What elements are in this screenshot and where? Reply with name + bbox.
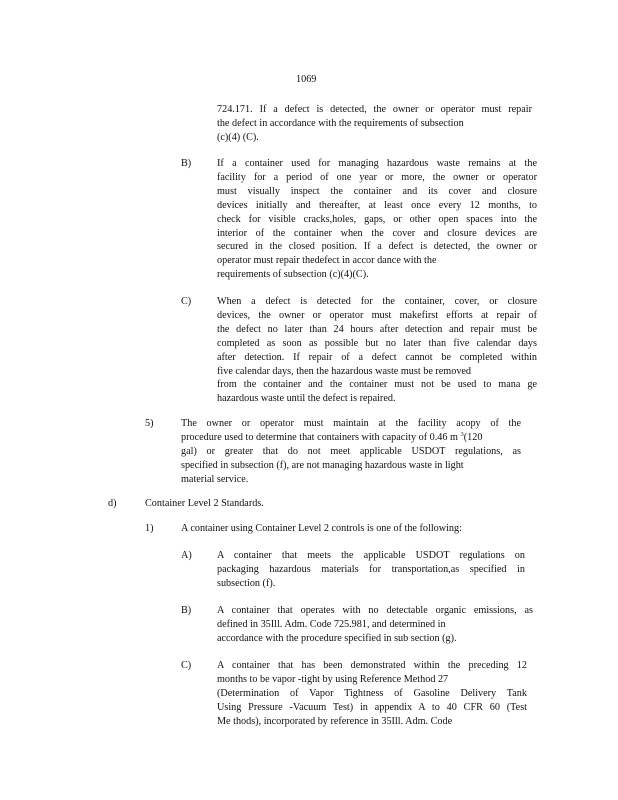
text-line: from the container and the container must not be used to mana ge [217,379,537,391]
text-line: The owner or operator must maintain at the facility acopy of the [181,418,521,429]
text-line: completed as soon as possible but no later than five calendar days [217,337,537,349]
text-line: A container that has been demonstrated within the preceding 12 [217,660,527,671]
text-line: (Determination of Vapor Tightness of Gasoline Delivery Tank [217,687,527,699]
text-line: specified in subsection (f), are not managing hazardous waste in light [181,459,464,471]
section-d-title: Container Level 2 Standards. [145,498,264,509]
text-line: accordance with the procedure specified in sub section (g). [217,632,457,644]
text-line: must visually inspect the container and its cover and closure [217,185,537,197]
text-line: defined in 35Ill. Adm. Code 725.981, and determined in [217,618,446,630]
text-line: devices initially and thereafter, at least once every 12 months, to [217,199,537,211]
item-b-text [217,157,537,282]
text-line: the defect in accordance with the requirements of subsection [217,117,464,129]
text-line: check for visible cracks,holes, gaps, or other open spaces into the [217,213,537,225]
item-b2-text [217,604,533,646]
text-line: hazardous waste until the defect is repaired. [217,393,396,405]
text-line: five calendar days, then the hazardous waste must be removed [217,365,472,377]
item-a2-label: A) [181,550,192,561]
item-5-label: 5) [145,418,154,429]
text-line: after detection. If repair of a defect cannot be completed within [217,351,537,363]
text-line: requirements of subsection (c)(4)(C). [217,269,369,281]
text-line: operator must repair thedefect in accor dance with the [217,255,437,267]
continuation-paragraph [217,103,532,145]
text-line: material service. [181,473,249,485]
text-line: When a defect is detected for the container, cover, or closure [217,296,537,307]
item-1-label: 1) [145,523,154,534]
page-number: 1069 [296,74,317,85]
item-1-text: A container using Container Level 2 controls is one of the following: [181,523,462,534]
section-d-label: d) [108,498,117,509]
text-line: A container that meets the applicable USDOT regulations on [217,550,525,561]
text-line: interior of the container when the cover and closure devices are [217,227,537,239]
text-line: (c)(4) (C). [217,131,259,143]
item-b2-label: B) [181,605,192,616]
text-segment: (120 [463,431,483,443]
text-line: secured in the closed position. If a defect is detected, the owner or [217,241,537,253]
item-b-label: B) [181,158,192,169]
text-line: Me thods), incorporated by reference in 35Ill. Adm. Code [217,715,453,727]
item-c-label: C) [181,296,192,307]
text-segment: procedure used to determine that containers with capacity of 0.46 m [181,431,461,443]
text-line: gal) or greater that do not meet applicable USDOT regulations, as [181,445,521,457]
text-line: Using Pressure -Vacuum Test) in appendix A to 40 CFR 60 (Test [217,701,527,713]
text-line [181,431,521,445]
text-line: 724.171. If a defect is detected, the owner or operator must repair [217,104,532,115]
superscript: 3 [460,430,464,438]
item-c-text [217,295,537,406]
item-c2-label: C) [181,660,192,671]
text-line: subsection (f). [217,577,276,589]
text-line: months to be vapor -tight by using Reference Method 27 [217,673,449,685]
text-line: facility for a period of one year or more, the owner or operator [217,171,537,183]
item-5-text [181,417,521,487]
text-line: If a container used for managing hazardous waste remains at the [217,158,537,169]
text-line: the defect no later than 24 hours after detection and repair must be [217,323,537,335]
item-a2-text [217,549,525,591]
text-line: A container that operates with no detectable organic emissions, as [217,605,533,616]
text-line: packaging hazardous materials for transportation,as specified in [217,563,525,575]
item-c2-text [217,659,527,729]
text-line: devices, the owner or operator must makefirst efforts at repair of [217,309,537,321]
